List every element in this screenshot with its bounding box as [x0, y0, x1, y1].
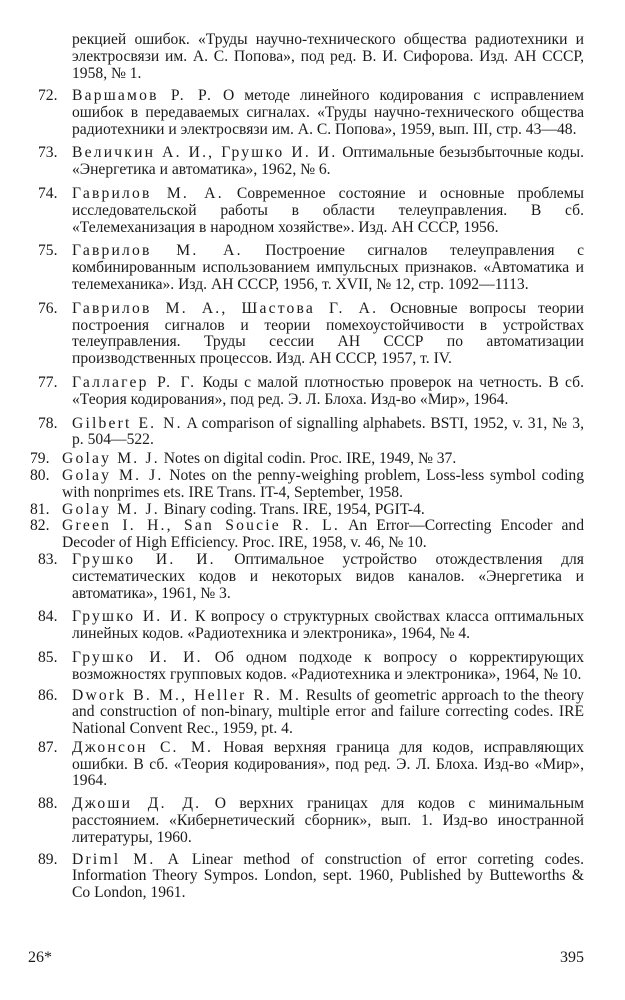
reference-author: Джонсон С. М.	[72, 738, 214, 756]
reference-item	[0, 468, 584, 502]
reference-number: 83.	[38, 550, 58, 568]
reference-item	[0, 502, 584, 519]
reference-text: Notes on digital codin. Proc. IRE, 1949, № 37.	[159, 450, 457, 468]
reference-text: Linear method of construction of error correting codes. Information Theory Sympos. London, sept. 1960, Published by Butteworths & Co London, 1961.	[72, 850, 584, 902]
reference-number: 84.	[38, 608, 58, 626]
reference-text: A comparison of signalling alphabets. BSTI, 1952, v. 31, № 3, p. 504—522.	[72, 414, 584, 449]
reference-text: Оптимальные безызбыточные коды. «Энергетика и автоматика», 1962, № 6.	[72, 144, 584, 179]
reference-author: Гаврилов М. А.	[72, 184, 224, 202]
reference-item	[0, 451, 584, 468]
signature-mark: 26*	[28, 949, 52, 966]
reference-number: 87.	[38, 738, 58, 756]
reference-author: Golay M. J.	[62, 500, 160, 518]
reference-number: 88.	[38, 795, 58, 813]
reference-author: Dwork B. M., Heller R. M.	[72, 686, 302, 704]
reference-item	[0, 145, 584, 179]
reference-item	[0, 243, 584, 293]
reference-number: 73.	[38, 144, 58, 162]
reference-text: Об одном подходе к вопросу о корректирующих возможностях групповых кодов. «Радиотехника и электроника», 1964, № 10.	[72, 648, 585, 683]
reference-author: Golay M. J.	[62, 466, 164, 484]
reference-item	[0, 552, 584, 602]
reference-number: 89.	[38, 850, 58, 868]
page-footer	[0, 950, 625, 970]
reference-author: Green I. H., San Soucie R. L.	[62, 517, 340, 535]
reference-text: An Error—Correcting Encoder and Decoder of High Efficiency. Proc. IRE, 1958, v. 46, № 10.	[62, 517, 584, 552]
reference-item	[0, 88, 584, 138]
reference-author: Грушко И. И.	[72, 648, 203, 666]
reference-number: 77.	[38, 373, 58, 391]
reference-number: 76.	[38, 299, 58, 317]
reference-author: Golay M. J.	[62, 450, 160, 468]
reference-text: К вопросу о структурных свойствах класса оптимальных линейных кодов. «Радиотехника и электроника», 1964, № 4.	[72, 608, 584, 643]
reference-author: Грушко И. И.	[72, 608, 190, 626]
reference-item	[0, 796, 584, 846]
reference-text: Современное состояние и основные проблемы исследовательской работы в области телеуправления. В сб. «Телемеханизация в народном хозяйстве». Изд. АН СССР, 1956.	[72, 184, 585, 236]
reference-number: 80.	[30, 466, 50, 484]
reference-item	[0, 301, 584, 368]
reference-item	[0, 852, 584, 902]
reference-author: Галлагер Р. Г.	[72, 373, 197, 391]
reference-author: Гаврилов М. А., Шастова Г. А.	[72, 299, 379, 317]
reference-item	[0, 518, 584, 552]
reference-text: Binary coding. Trans. IRE, 1954, PGIT-4.	[159, 500, 425, 518]
reference-item	[0, 740, 584, 790]
reference-text: Новая верхняя граница для кодов, исправляющих ошибки. В сб. «Теория кодирования», под ред. Э. Л. Блоха. Изд-во «Мир», 1964.	[72, 738, 584, 790]
reference-item	[0, 186, 584, 236]
reference-item	[0, 688, 584, 738]
reference-text: Основные вопросы теории построения сигналов и теории помехоустойчивости в устройствах телеуправления. Труды сессии АН СССР по автоматизации производственных процессов. Изд. АН СССР, 1957, т. IV.	[72, 299, 584, 368]
reference-author: Варшамов Р. Р.	[72, 87, 214, 104]
reference-number: 79.	[30, 450, 50, 468]
reference-number: 85.	[38, 648, 58, 666]
reference-item	[0, 609, 584, 643]
reference-number: 82.	[30, 517, 50, 535]
reference-author: Gilbert E. N.	[72, 414, 183, 432]
continuation-paragraph: рекцией ошибок. «Труды научно-технического общества радиотехники и электросвязи им. А. С. Попова», под ред. В. И. Сифорова. Изд. АН СССР, 1958, № 1.	[72, 31, 584, 82]
reference-text: О методе линейного кодирования с исправлением ошибок в передаваемых сигналах. «Труды научно-технического общества радиотехники и электросвязи им. А. С. Попова», 1959, вып. III, стр. 43—48.	[72, 87, 584, 138]
page-number: 395	[560, 949, 584, 966]
reference-author: Джоши Д. Д.	[72, 795, 202, 813]
reference-number: 74.	[38, 184, 58, 202]
reference-number: 75.	[38, 242, 58, 260]
reference-item	[0, 416, 584, 450]
reference-author: Driml M. A	[72, 850, 182, 868]
reference-list	[0, 88, 625, 902]
reference-text: Оптимальное устройство отождествления для систематических кодов и некоторых видов каналов. «Энергетика и автоматика», 1961, № 3.	[72, 550, 584, 602]
reference-text: Построение сигналов телеуправления с комбинированным использованием импульсных признаков. «Автоматика и телемеханика». Изд. АН СССР, 1956, т. XVII, № 12, стр. 1092—1113.	[72, 242, 584, 293]
reference-text: О верхних границах для кодов с минимальным расстоянием. «Кибернетический сборник», вып. 1. Изд-во иностранной литературы, 1960.	[72, 795, 584, 846]
reference-number: 81.	[30, 500, 50, 518]
reference-author: Грушко И. И.	[72, 550, 216, 568]
reference-text: Results of geometric approach to the theory and construction of non-binary, multiple error and failure correcting codes. IRE National Convent Rec., 1959, pt. 4.	[72, 686, 584, 738]
reference-author: Величкин А. И., Грушко И. И.	[72, 144, 338, 162]
reference-item	[0, 375, 584, 409]
reference-number: 78.	[38, 414, 58, 432]
reference-item	[0, 650, 584, 684]
reference-number: 86.	[38, 686, 58, 704]
reference-author: Гаврилов М. А.	[72, 242, 243, 260]
reference-text: Коды с малой плотностью проверок на четность. В сб. «Теория кодирования», под ред. Э. Л. Блоха. Изд-во «Мир», 1964.	[72, 373, 585, 408]
reference-text: Notes on the penny-weighing problem, Loss-less symbol coding with nonprimes ets. IRE Trans. IT-4, September, 1958.	[62, 466, 584, 501]
reference-number: 72.	[38, 87, 58, 104]
